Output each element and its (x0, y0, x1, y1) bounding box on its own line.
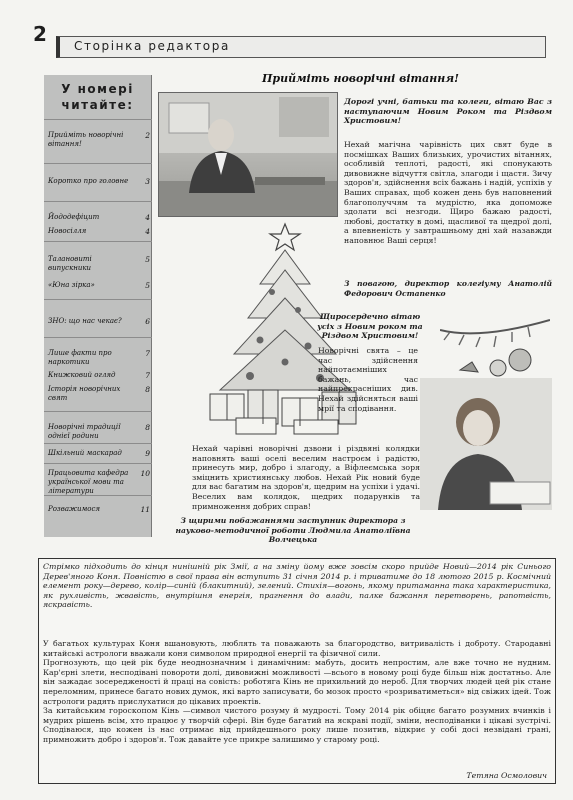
section-header (56, 36, 546, 58)
greeting-2-continued: Нехай чарівні новорічні дзвони і різдвяні колядки наповнять ваші оселі веселим настроєм і радістю, принесуть мир, добро і злагоду, а Віфлеємська зоря зміцнить християнську любов. Нехай Рік новий буде для вас багатим на здоров'я, щедрим на успіхи і удачі. Веселих вам колядок, щедрих подарунків та примноження добрих справ! (192, 444, 420, 511)
horoscope-author: Тетяна Осмолович (466, 771, 547, 780)
signature-1: З повагою, директор колегіуму Анатолій Федорович Остапенко (344, 279, 552, 298)
toc-divider (44, 337, 152, 338)
toc-divider (44, 201, 152, 202)
greeting-1-body: Нехай магічна чарівність цих свят буде в посмішках Ваших близьких, урочистих вітаннях, особливій теплоті, радості, які спонукають дивовижне відчуття світла, злагоди і щастя. Зичу здоров'я, здійснення всіх бажань і надій, успіхів у Ваших справах, щоб кожен день був наповнений благополуччям та мудрістю, яка допоможе здолати всі незгоди. Щиро бажаю радості, любові, достатку в домі, щасливої та щедрої долі, а впевненість у завтрашньому дні хай назавжди наповнює Ваші серця! (344, 140, 552, 245)
toc-heading: У номері читайте: (61, 82, 134, 112)
deputy-director-photo (420, 378, 552, 510)
horoscope-paragraph: Прогнозують, що цей рік буде неоднозначним і динамічним: мабуть, досить непростим, але вже точно не нудним. Кар'єрні злети, несподівані повороти долі, дивовижні можливості —всього в новому році буде більш ніж достатньо. Але він зажадає зосередженості й праці на совість: роботяга Кінь не прихильний до нероб. Для творчих людей цей рік стане переломним, принесе багато нових думок, які варто записувати, бо мозок просто «розриватиметься» від свіжих ідей. Тож астрологи радять прислухатися до цікавих проектів. (43, 658, 551, 706)
greeting-2: Щиросердечно вітаю усіх з Новим роком та Різдвом Христовим! (317, 312, 423, 341)
signature-2: З щирими побажаннями заступник директора з науково-методичної роботи Людмила Анатоліївна Волчецька (175, 516, 411, 545)
toc-divider (44, 163, 152, 164)
toc-divider (44, 463, 152, 464)
director-photo (158, 92, 338, 217)
horoscope-body (43, 639, 551, 745)
toc-divider (44, 495, 152, 496)
ornament-illustration (440, 310, 550, 385)
page-number: 2 (33, 22, 47, 46)
toc-divider (44, 299, 152, 300)
horoscope-paragraph: За китайським гороскопом Кінь —символ чистого розуму й мудрості. Тому 2014 рік обіцяє багато розумних вчинків і мудрих рішень всім, хто працює у творчій сфері. Він буде багатий на яскраві події, зміни, несподіванки і цікаві зустрічі. Сподіваюся, що кожен із нас отримає від прийдешнього року лише позитив, відкриє у собі досі незвідані грані, примножить добро і здоров'я. Тож давайте усе прикре залишимо у старому році. (43, 706, 551, 744)
table-of-contents: У номері читайте: Прийміть новорічні вітання! 2 Коротко про головне 3 Йододефіцит 4 Новосілля 4 Талановиті випускники 5 «Юна зірка» 5 ЗНО: що нас чекає? 6 Лише факти про наркотики 7 Книжковий огляд 7 Історія новорічних свят 8 Новорічні традиції однієї родини 8 Шкільний маскарад 9 Працьовита кафедра української мови та літератури 10 Розважимося 11 (44, 75, 152, 537)
article-heading: Прийміть новорічні вітання! (262, 72, 459, 85)
greeting-1: Дорогі учні, батьки та колеги, вітаю Вас з наступаючим Новим Роком та Різдвом Христовим! (344, 97, 552, 126)
toc-divider (44, 119, 152, 120)
horoscope-article (38, 558, 556, 784)
horoscope-intro: Стрімко підходить до кінця нинішній рік Змії, а на зміну йому вже зовсім скоро прийде Новий—2014 рік Синього Дерев'яного Коня. Повністю в свої права він вступить 31 січня 2014 р. і триватиме до 18 лютого 2015 р. Космічний елемент року—дерево, колір—синій (блакитний), зелений. Стихія—вогонь, якому притаманна така характеристика, як рухливість, жвавість, внутрішня енергія, прагнення до влади, палке бажання перетворень, рапотвість, яскравість. (43, 562, 551, 610)
toc-divider (44, 241, 152, 242)
horoscope-paragraph: У багатьох культурах Коня вшановують, люблять та поважають за благородство, витривалість і доброту. Стародавні китайські астрологи вважали коня символом природної енергії та фізичної сили. (43, 639, 551, 658)
toc-divider (44, 443, 152, 444)
section-title: Сторінка редактора (74, 39, 230, 53)
toc-divider (44, 411, 152, 412)
greeting-2-body: Новорічні свята – це час здійснення найпотаємніших бажань, час найпрекрасніших див. Нехай здійсняться ваші мрії та сподівання. (318, 346, 418, 413)
